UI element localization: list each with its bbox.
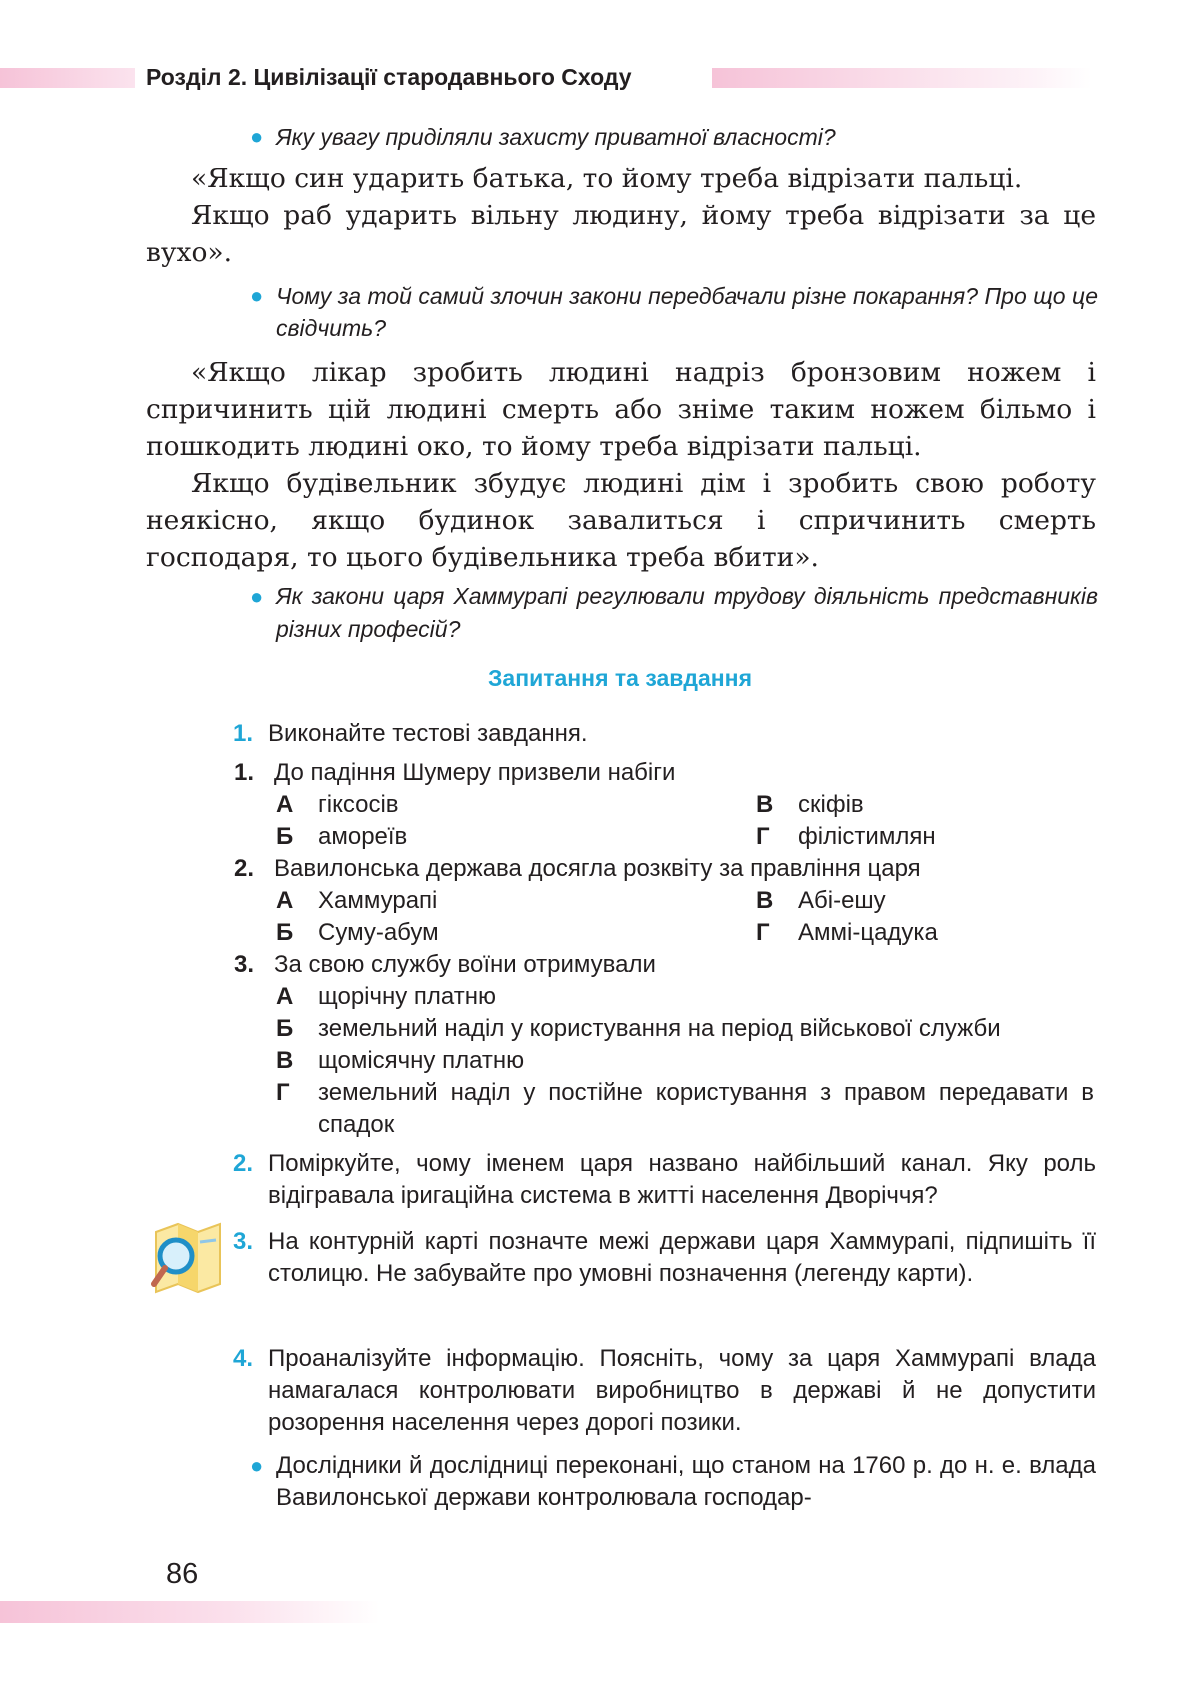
task-3-text: На контурній карті позначте межі держави царя Хаммурапі, підпишіть її столицю. Не забувайте про умовні позначення (легенду карти). bbox=[268, 1228, 1096, 1287]
task-1 bbox=[233, 718, 1088, 750]
option-text: щорічну платню bbox=[318, 983, 496, 1010]
option-text: щомісячну платню bbox=[318, 1047, 525, 1074]
question-2 bbox=[250, 280, 1098, 344]
quote-2-paragraph-1: «Якщо лікар зробить людині надріз бронзовим ножем і спричинить цій людині смерть або зніме таким ножем більмо і пошкодить людині око, то йому треба відрізати пальці. bbox=[146, 357, 1096, 462]
option-letter: Б bbox=[276, 919, 294, 946]
option-letter: Г bbox=[756, 919, 770, 946]
bullet-paragraph-text: Дослідники й дослідниці переконані, що станом на 1760 р. до н. е. влада Вавилонської держави контролювала господар- bbox=[276, 1452, 1096, 1511]
bullet-icon: ● bbox=[250, 283, 264, 308]
task-3 bbox=[233, 1226, 1096, 1290]
question-2-text: Чому за той самий злочин закони передбачали різне покарання? Про що це свідчить? bbox=[276, 283, 1098, 341]
task-3-number: 3. bbox=[233, 1228, 254, 1255]
section-heading: Запитання та завдання bbox=[488, 665, 752, 691]
footer-bar bbox=[0, 1601, 380, 1623]
task-4 bbox=[233, 1343, 1096, 1439]
map-magnifier-icon bbox=[146, 1218, 230, 1302]
task-2 bbox=[233, 1148, 1096, 1212]
option-letter: Г bbox=[756, 823, 770, 850]
option-letter: А bbox=[276, 791, 294, 818]
quote-1-paragraph-2: Якщо раб ударить вільну людину, йому треба відрізати за це вухо». bbox=[146, 200, 1096, 268]
option-text: земельний наділ у користування на період військової служби bbox=[318, 1015, 1001, 1042]
bullet-icon: ● bbox=[250, 584, 264, 609]
question-1-text: Яку увагу приділяли захисту приватної власності? bbox=[276, 124, 836, 150]
task-2-number: 2. bbox=[233, 1150, 254, 1177]
option-text: Аммі-цадука bbox=[798, 919, 938, 946]
task-1-text: Виконайте тестові завдання. bbox=[268, 720, 588, 747]
test-3-number: 3. bbox=[234, 951, 255, 978]
task-4-text: Проаналізуйте інформацію. Поясніть, чому за царя Хаммурапі влада намагалася контролювати виробництво в державі й не допустити розорення населення через дорогі позики. bbox=[268, 1345, 1096, 1436]
option-letter: В bbox=[756, 887, 774, 914]
option-text: філістимлян bbox=[798, 823, 936, 850]
option-text: Суму-абум bbox=[318, 919, 439, 946]
test-2-number: 2. bbox=[234, 855, 255, 882]
option-text: Хаммурапі bbox=[318, 887, 438, 914]
task-2-text: Поміркуйте, чому іменем царя названо найбільший канал. Яку роль відігравала іригаційна система в житті населення Дворіччя? bbox=[268, 1150, 1096, 1209]
test-question-2 bbox=[234, 853, 1094, 885]
test-1-text: До падіння Шумеру призвели набіги bbox=[274, 759, 676, 786]
test-3-text: За свою службу воїни отримували bbox=[274, 951, 656, 978]
option-letter: А bbox=[276, 887, 294, 914]
option-text: гіксосів bbox=[318, 791, 399, 818]
option-letter: В bbox=[276, 1047, 294, 1074]
test-2-text: Вавилонська держава досягла розквіту за правління царя bbox=[274, 855, 921, 882]
law-quote-2 bbox=[146, 354, 1096, 576]
test-question-1 bbox=[234, 757, 1094, 789]
test-question-3 bbox=[234, 949, 1094, 981]
option-text: скіфів bbox=[798, 791, 864, 818]
option-text: земельний наділ у постійне користування з правом передавати в спадок bbox=[318, 1079, 1094, 1138]
test-1-number: 1. bbox=[234, 759, 255, 786]
option-text: Абі-ешу bbox=[798, 887, 886, 914]
option-letter: А bbox=[276, 983, 294, 1010]
quote-2-paragraph-2: Якщо будівельник збудує людині дім і зробить свою роботу неякісно, якщо будинок завалиться і спричинить смерть господаря, то цього будівельника треба вбити». bbox=[146, 468, 1096, 573]
option-letter: Б bbox=[276, 1015, 294, 1042]
option-text: амореїв bbox=[318, 823, 408, 850]
bullet-icon: ● bbox=[250, 124, 264, 149]
question-1 bbox=[250, 120, 1096, 154]
law-quote-1 bbox=[146, 160, 1096, 271]
header-bar-left bbox=[0, 68, 135, 88]
bullet-icon: ● bbox=[250, 1453, 264, 1478]
quote-1-paragraph-1: «Якщо син ударить батька, то йому треба відрізати пальці. bbox=[191, 163, 1023, 194]
question-3 bbox=[250, 580, 1098, 646]
bullet-paragraph bbox=[250, 1450, 1096, 1514]
question-3-text: Як закони царя Хаммурапі регулювали трудову діяльність представників різних професій? bbox=[276, 583, 1098, 642]
task-4-number: 4. bbox=[233, 1345, 254, 1372]
option-letter: Г bbox=[276, 1079, 290, 1106]
option-letter: Б bbox=[276, 823, 294, 850]
task-1-number: 1. bbox=[233, 720, 254, 747]
chapter-title: Розділ 2. Цивілізації стародавнього Сходу bbox=[146, 64, 632, 90]
page-number: 86 bbox=[166, 1558, 199, 1590]
header-bar-right bbox=[712, 68, 1092, 88]
option-letter: В bbox=[756, 791, 774, 818]
test-3-option-h[interactable] bbox=[276, 1077, 1094, 1141]
